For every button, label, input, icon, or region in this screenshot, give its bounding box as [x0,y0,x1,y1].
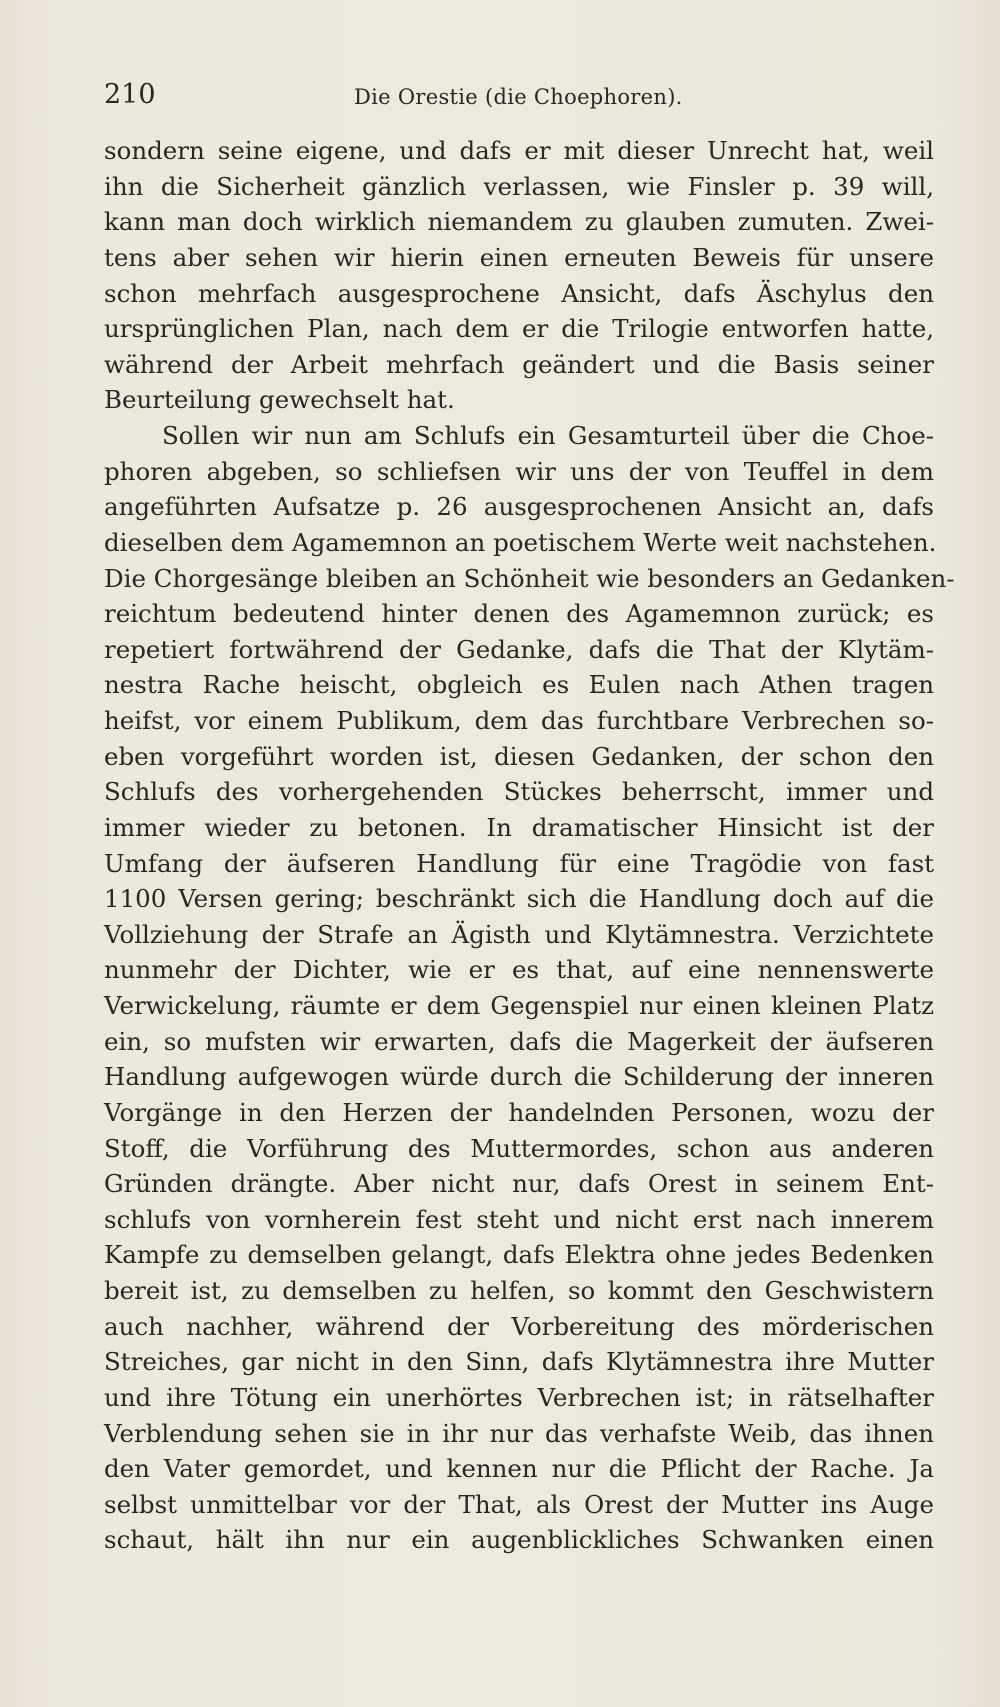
text-line: tens aber sehen wir hierin einen erneuten Beweis für unsere [104,242,934,272]
text-line: Sollen wir nun am Schlufs ein Gesamturteil über die Choe- [162,421,934,450]
text-line: nestra Rache heischt, obgleich es Eulen nach Athen tragen [104,670,934,700]
text-line: nunmehr der Dichter, wie er es that, auf eine nennenswerte [104,955,934,985]
text-line: reichtum bedeutend hinter denen des Agamemnon zurück; es [104,599,934,629]
text-line: Stoff, die Vorführung des Muttermordes, schon aus anderen [104,1133,934,1163]
text-line: Schlufs des vorhergehenden Stückes beherrscht, immer und [104,777,934,807]
text-line: eben vorgeführt worden ist, diesen Gedanken, der schon den [104,741,934,771]
page-header [104,78,934,112]
text-line: heifst, vor einem Publikum, dem das furchtbare Verbrechen so- [104,706,934,735]
running-title: Die Orestie (die Choephoren). [354,85,683,109]
text-line: ursprünglichen Plan, nach dem er die Trilogie entworfen hatte, [104,314,934,344]
text-line: dieselben dem Agamemnon an poetischem Werte weit nachstehen. [104,527,937,557]
text-line: bereit ist, zu demselben zu helfen, so kommt den Geschwistern [104,1276,934,1305]
text-line: ein, so mufsten wir erwarten, dafs die Magerkeit der äufseren [104,1026,934,1056]
page-number: 210 [104,79,156,110]
text-line: Verblendung sehen sie in ihr nur das verhafste Weib, das ihnen [104,1418,934,1448]
text-line: kann man doch wirklich niemandem zu glauben zumuten. Zwei- [104,207,934,237]
text-line: schon mehrfach ausgesprochene Ansicht, dafs Äschylus den [104,278,934,308]
text-line: Kampfe zu demselben gelangt, dafs Elektra ohne jedes Bedenken [104,1240,934,1270]
text-line: Vorgänge in den Herzen der handelnden Personen, wozu der [104,1097,934,1127]
text-line: schaut, hält ihn nur ein augenblickliches Schwanken einen [104,1525,934,1555]
text-line: während der Arbeit mehrfach geändert und die Basis seiner [104,349,934,379]
text-line: sondern seine eigene, und dafs er mit dieser Unrecht hat, weil [104,136,934,165]
text-line: angeführten Aufsatze p. 26 ausgesprochenen Ansicht an, dafs [104,492,934,522]
text-line: und ihre Tötung ein unerhörtes Verbrechen ist; in rätselhafter [104,1382,934,1412]
text-line: 1100 Versen gering; beschränkt sich die Handlung doch auf die [104,884,934,914]
text-line: Die Chorgesänge bleiben an Schönheit wie besonders an Gedanken- [104,563,955,593]
text-line: Umfang der äufseren Handlung für eine Tragödie von fast [104,848,934,878]
text-line: Handlung aufgewogen würde durch die Schilderung der inneren [104,1062,934,1092]
text-line: Vollziehung der Strafe an Ägisth und Klytämnestra. Verzichtete [104,919,934,949]
body-text [104,133,955,1558]
text-line: phoren abgeben, so schliefsen wir uns der von Teuffel in dem [104,456,934,486]
text-line: auch nachher, während der Vorbereitung des mörderischen [104,1311,934,1341]
text-line: Verwickelung, räumte er dem Gegenspiel nur einen kleinen Platz [104,991,934,1020]
text-line: Beurteilung gewechselt hat. [104,385,455,415]
text-line: Streiches, gar nicht in den Sinn, dafs Klytämnestra ihre Mutter [104,1347,934,1377]
text-line: den Vater gemordet, und kennen nur die Pflicht der Rache. Ja [104,1454,934,1484]
text-line: selbst unmittelbar vor der That, als Orest der Mutter ins Auge [104,1489,934,1519]
text-line: schlufs von vornherein fest steht und nicht erst nach innerem [104,1204,934,1234]
text-line: immer wieder zu betonen. In dramatischer Hinsicht ist der [104,812,934,842]
text-line: ihn die Sicherheit gänzlich verlassen, wie Finsler p. 39 will, [104,171,934,201]
text-line: Gründen drängte. Aber nicht nur, dafs Orest in seinem Ent- [104,1169,934,1199]
text-line: repetiert fortwährend der Gedanke, dafs die That der Klytäm- [104,634,934,664]
